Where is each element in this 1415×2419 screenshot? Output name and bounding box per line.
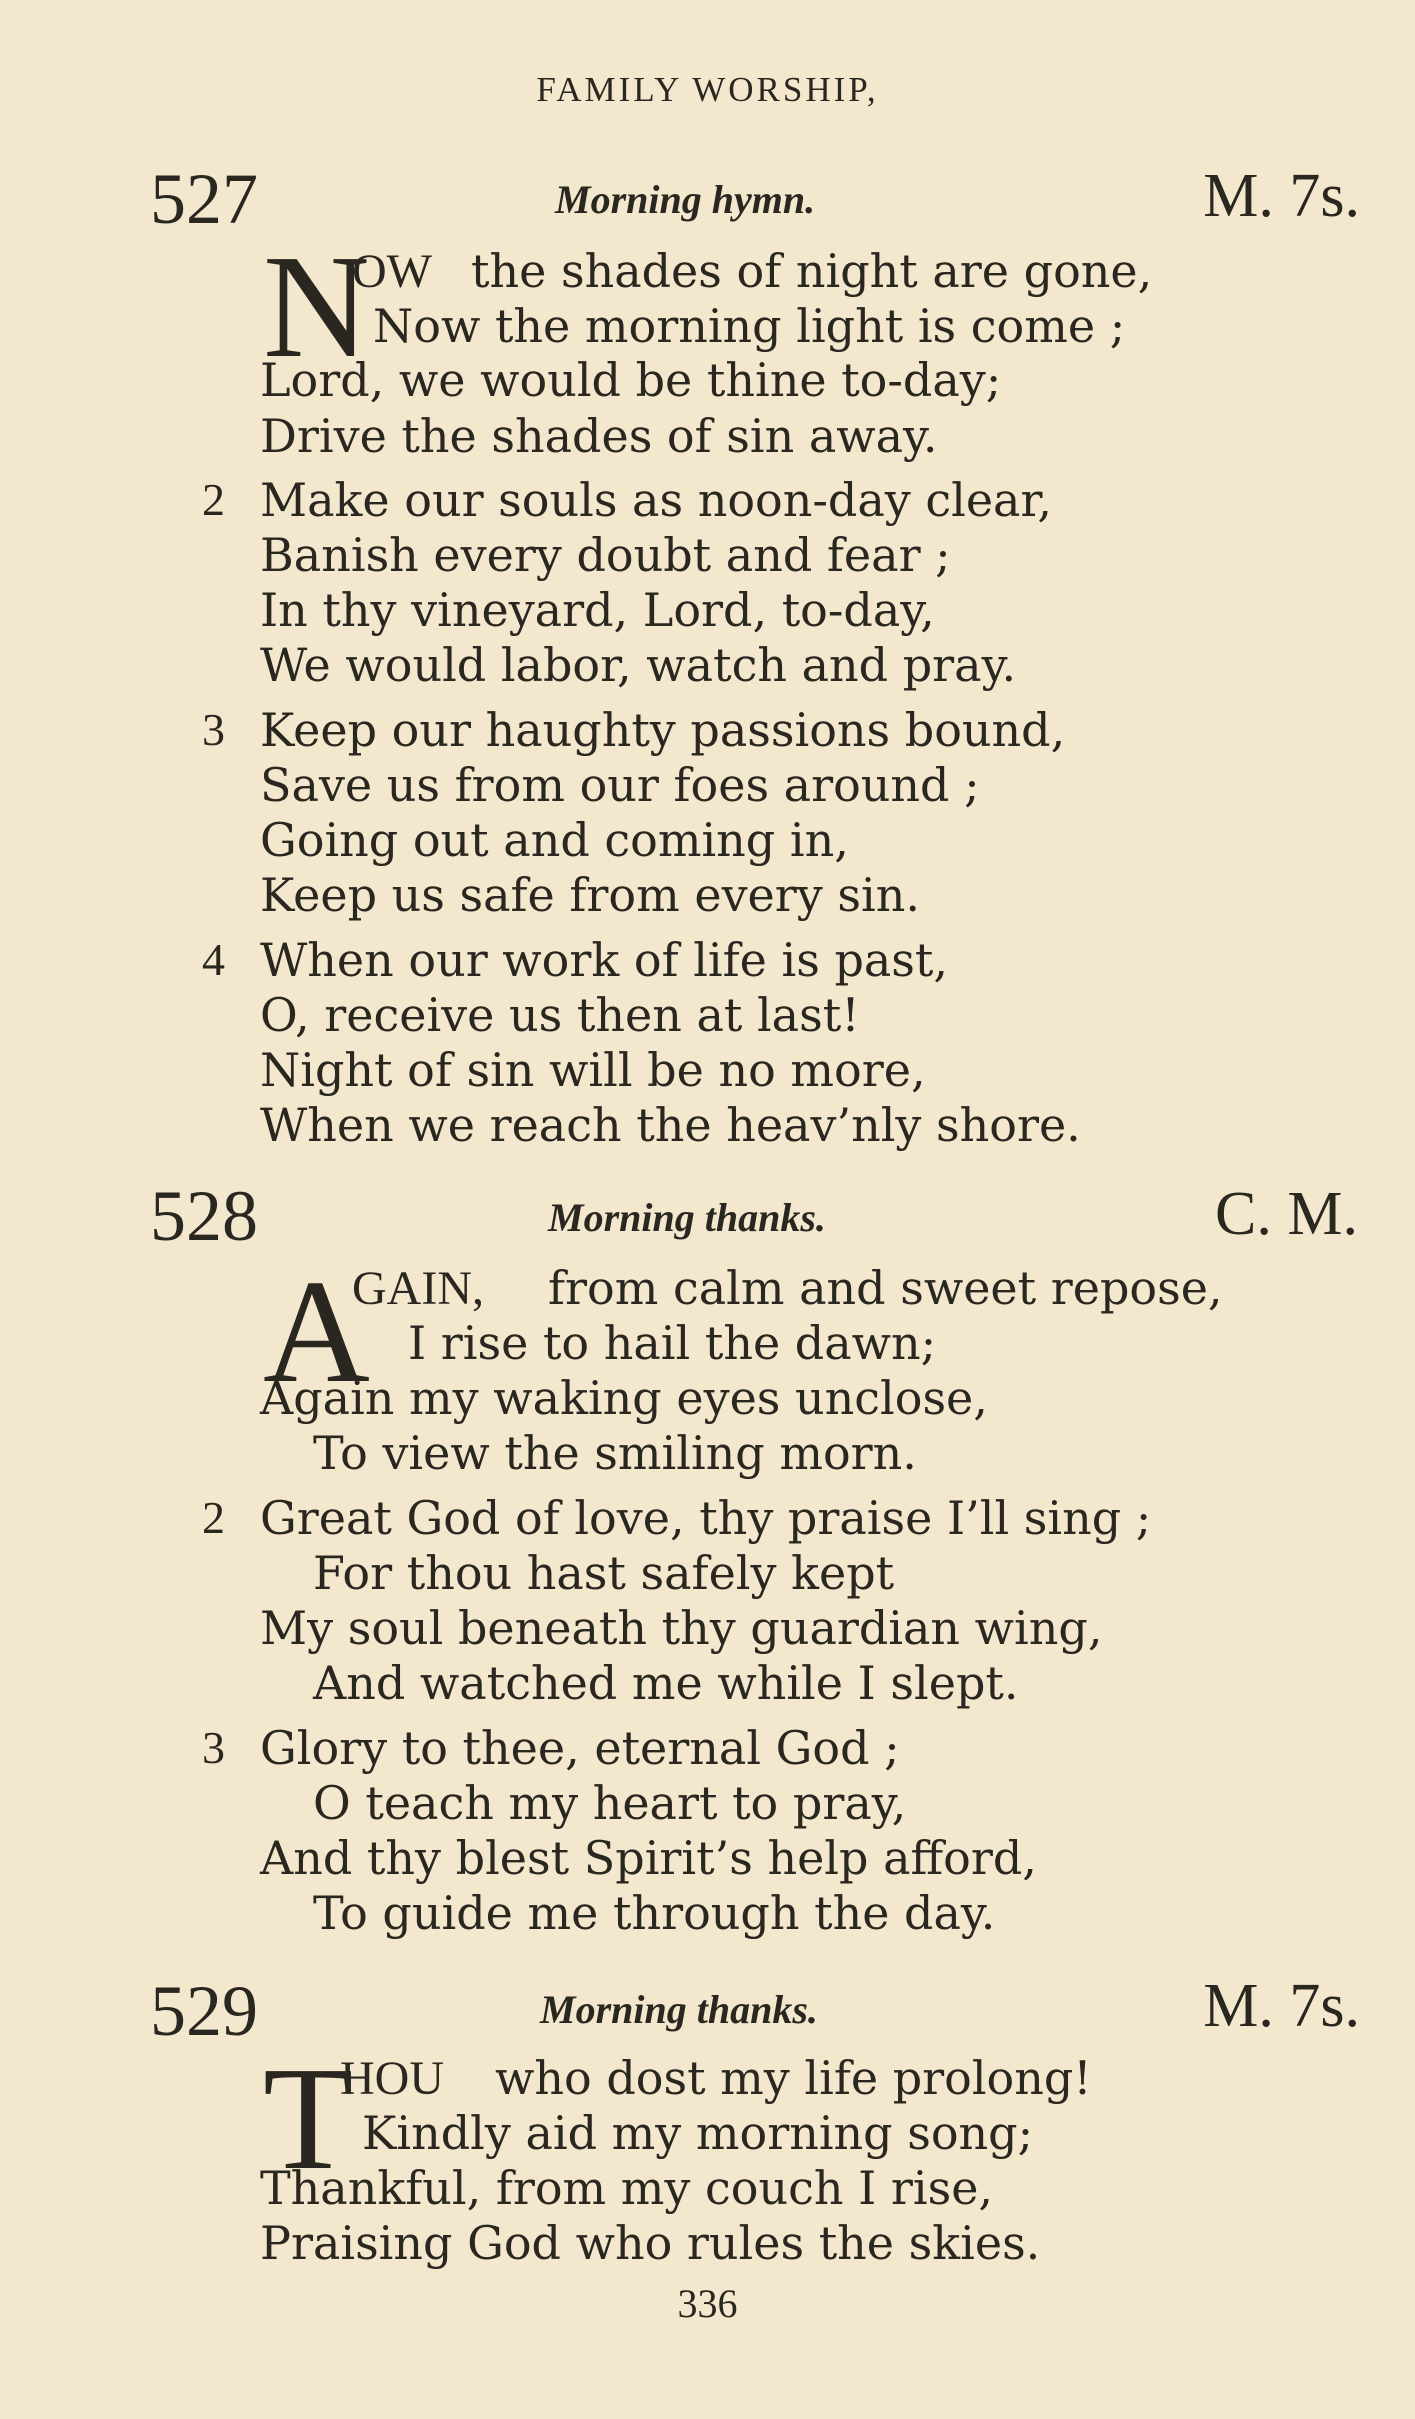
hymn-line: When our work of life is past, [260,933,949,987]
hymn-line: Banish every doubt and fear ; [260,528,951,582]
hymn-line: Glory to thee, eternal God ; [260,1721,900,1775]
hymn-line: Thankful, from my couch I rise, [260,2161,994,2215]
running-head: FAMILY WORSHIP, [536,70,879,109]
hymn-line: For thou hast safely kept [313,1546,895,1600]
hymn-title: Morning thanks. [548,1195,826,1240]
hymn-line: We would labor, watch and pray. [260,638,1017,692]
hymn-line: I rise to hail the dawn; [408,1316,937,1370]
hymn-line: Now the morning light is come ; [373,299,1126,353]
hymn-line: Again my waking eyes unclose, [260,1371,988,1425]
hymn-meter: C. M. [1215,1180,1358,1248]
hymn-line: In thy vineyard, Lord, to-day, [260,583,935,637]
hymn-line: Praising God who rules the skies. [260,2216,1041,2270]
hymn-line: O teach my heart to pray, [313,1776,907,1830]
hymn-number: 527 [150,159,258,239]
drop-cap: A [263,1250,370,1414]
hymn-number: 528 [150,1176,258,1256]
hymn-line: Great God of love, thy praise I’ll sing ; [260,1491,1152,1545]
first-word-small-caps: HOU [340,2052,444,2105]
hymn-line: the shades of night are gone, [471,244,1153,298]
hymn-line: And thy blest Spirit’s help afford, [260,1831,1037,1885]
hymn-line: To guide me through the day. [313,1886,996,1940]
hymn-line: To view the smiling morn. [313,1426,917,1480]
hymn-line: Lord, we would be thine to-day; [260,353,1002,407]
verse-number: 3 [202,1722,225,1773]
hymn-line: O, receive us then at last! [260,988,860,1042]
hymn-meter: M. 7s. [1203,162,1360,230]
hymn-line: When we reach the heav’nly shore. [260,1098,1081,1152]
hymn-line: Save us from our foes around ; [260,758,980,812]
first-word-small-caps: GAIN, [352,1262,484,1315]
verse-number: 2 [202,474,225,525]
page-number: 336 [677,2281,738,2326]
hymn-number: 529 [150,1971,258,2051]
hymn-line: from calm and sweet repose, [548,1261,1223,1315]
verse-number: 4 [202,934,225,985]
hymn-line: And watched me while I slept. [313,1656,1019,1710]
hymn-line: My soul beneath thy guardian wing, [260,1601,1103,1655]
hymn-line: Kindly aid my morning song; [362,2106,1034,2160]
hymn-line: who dost my life prolong! [495,2051,1092,2105]
verse-number: 2 [202,1492,225,1543]
hymn-line: Drive the shades of sin away. [260,409,938,463]
hymn-line: Make our souls as noon-day clear, [260,473,1053,527]
first-word-small-caps: OW [352,245,432,298]
hymn-title: Morning hymn. [555,177,816,222]
verse-number: 3 [202,704,225,755]
hymn-line: Keep our haughty passions bound, [260,703,1066,757]
drop-cap: N [263,225,370,389]
hymn-line: Keep us safe from every sin. [260,868,920,922]
hymn-line: Night of sin will be no more, [260,1043,926,1097]
hymn-line: Going out and coming in, [260,813,849,867]
hymn-title: Morning thanks. [540,1987,818,2032]
hymn-meter: M. 7s. [1203,1972,1360,2040]
drop-cap: T [263,2037,354,2201]
